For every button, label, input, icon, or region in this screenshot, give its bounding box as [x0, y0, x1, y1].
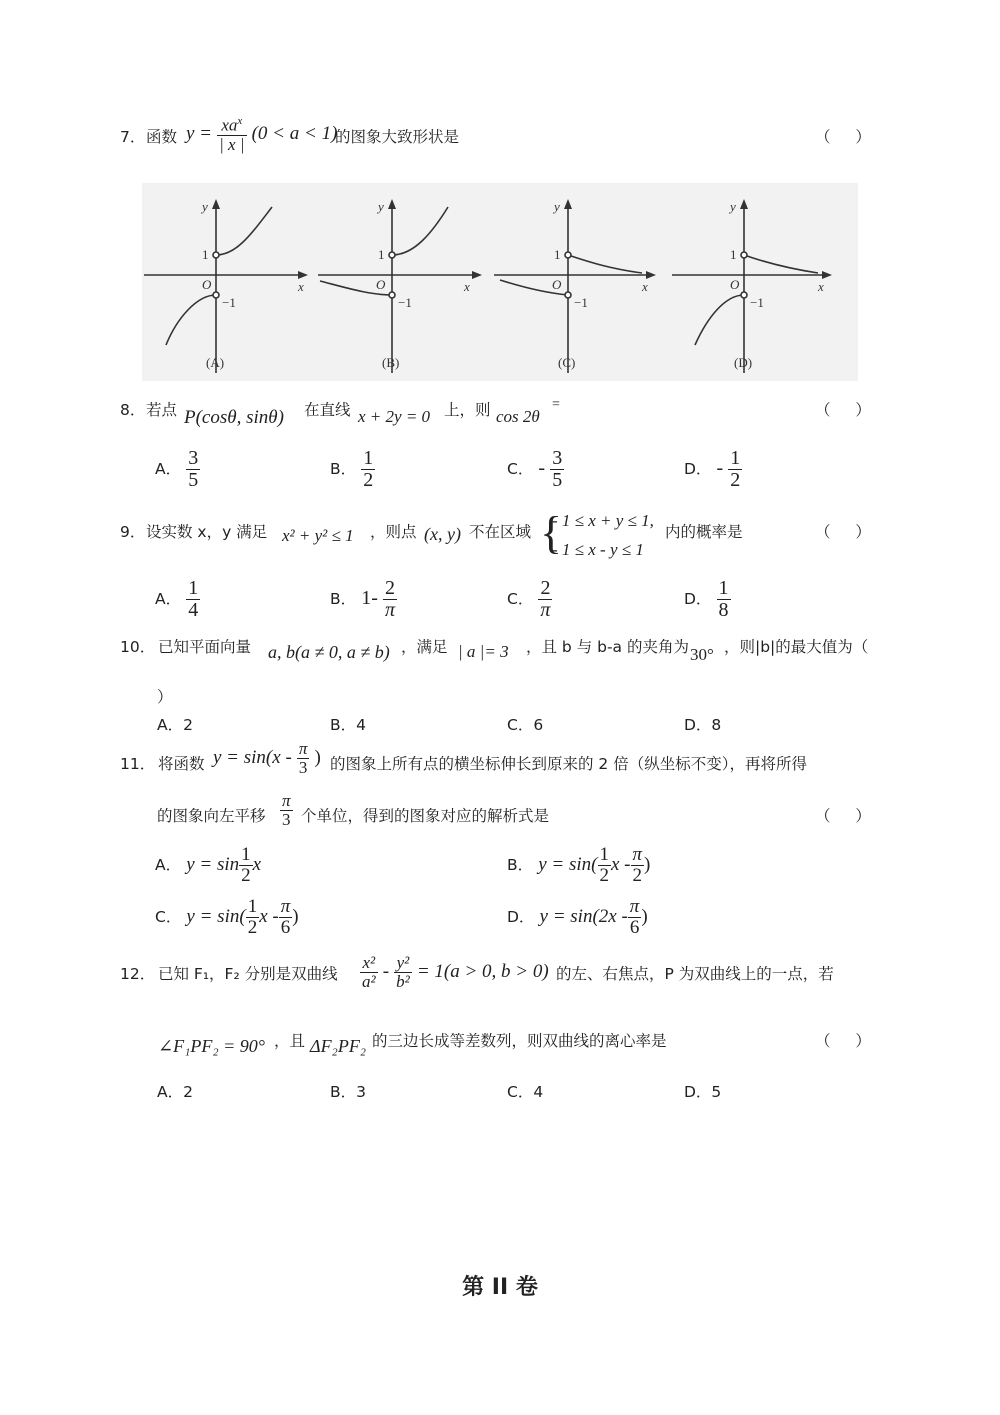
q11-option-c-close: ): [292, 905, 299, 927]
q11-shift-num: π: [282, 791, 291, 810]
q9-option-a-num: 1: [188, 577, 199, 599]
q11-option-c-den: 2: [247, 916, 258, 938]
q12-mid: ，且: [274, 1032, 306, 1050]
q11-line2-post: 个单位，得到的图象对应的解析式是: [301, 807, 550, 825]
q7-frac-den: | x |: [219, 134, 245, 154]
graph-b-origin: O: [376, 277, 386, 292]
q9-option-d-den: 8: [718, 599, 729, 621]
q11-fn-frac: [297, 740, 310, 777]
q11-option-a-num: 1: [241, 844, 251, 865]
q7-suffix: 的图象大致形状是: [335, 128, 460, 146]
q11-option-c[interactable]: [155, 897, 299, 938]
graph-c-y-label: y: [554, 199, 560, 214]
q9-option-b-den: π: [385, 599, 396, 621]
q9-row2: - 1 ≤ x - y ≤ 1: [552, 540, 644, 559]
q9-option-a-den: 4: [188, 599, 199, 621]
q8-option-a-frac: [186, 448, 200, 491]
q10-post: ，则|b|的最大值为（: [724, 638, 869, 656]
q10-mid2: ，且 b 与 b-a 的夹角为: [526, 638, 689, 656]
q12-rhs: = 1(a > 0, b > 0): [416, 960, 549, 982]
q11-fn-den: 3: [298, 757, 308, 777]
q8-option-b-frac: [361, 448, 375, 491]
q9-option-a-frac: [186, 578, 200, 621]
q11-option-c-label: C．: [155, 907, 182, 926]
q8-option-c[interactable]: [507, 448, 564, 491]
q7-fraction: [217, 116, 246, 153]
graph-d-minus-one: −1: [750, 295, 764, 310]
graph-a-caption: (A): [206, 355, 225, 370]
q9-option-b-frac: [383, 578, 397, 621]
graph-a: [144, 205, 302, 373]
q11-option-c-num: 1: [247, 896, 258, 917]
q11-fn-num: π: [298, 739, 308, 758]
q12-fy-num: y²: [394, 954, 412, 973]
q10-number: 10．: [120, 638, 156, 656]
q10-vectors: a, b(a ≠ 0, a ≠ b): [268, 642, 390, 662]
q12-option-c[interactable]: C．4: [507, 1083, 544, 1101]
q10-cond: | a |= 3: [458, 642, 509, 661]
q8-option-a-num: 3: [188, 447, 199, 469]
q11-answer-paren: （ ）: [815, 807, 881, 825]
q9-option-c-den: π: [540, 599, 551, 621]
graph-d-one: 1: [730, 247, 737, 262]
q10-option-d[interactable]: D．8: [684, 716, 722, 734]
graph-a-origin: O: [202, 277, 212, 292]
q7-answer-paren: （ ）: [815, 128, 881, 146]
q9-option-d-num: 1: [718, 577, 729, 599]
q9-option-c[interactable]: [507, 578, 552, 621]
q9-mid2: 不在区域: [469, 523, 532, 541]
graph-b-x-label: x: [464, 279, 470, 294]
q11-fn-lhs: y = sin(x -: [213, 746, 292, 768]
q12-angle: ∠F₁PF₂ = 90°: [158, 1036, 265, 1056]
q11-number: 11．: [120, 755, 156, 773]
q10-angle: 30°: [690, 645, 714, 664]
q7-condition: (0 < a < 1): [251, 123, 338, 145]
q9-mid: ，则点: [370, 523, 417, 541]
q7-graphs-svg: [142, 183, 858, 381]
graph-c: [494, 205, 650, 373]
q11-option-d-lhs: y = sin(2x -: [539, 905, 628, 927]
q8-option-b-label: B．: [330, 460, 357, 478]
q9-prefix: 设实数 x，y 满足: [146, 523, 268, 541]
q9-option-a[interactable]: [155, 578, 200, 621]
q9-option-d[interactable]: [684, 578, 731, 621]
q11-option-a-label: A．: [155, 855, 182, 874]
q9-point: (x, y): [424, 524, 461, 544]
q11-option-d-label: D．: [507, 907, 535, 926]
graph-d: [672, 205, 826, 373]
q9-inequality: x² + y² ≤ 1: [282, 526, 354, 545]
graph-d-x-label: x: [818, 279, 824, 294]
q8-mid: 在直线: [304, 401, 351, 419]
q8-expr: cos 2θ: [496, 407, 540, 426]
q12-triangle: ΔF₂PF₂: [310, 1036, 367, 1056]
q11-function: [213, 740, 321, 777]
graph-b-one: 1: [378, 247, 385, 262]
graph-b-y-label: y: [378, 199, 384, 214]
q11-fn-close: ): [314, 746, 321, 768]
q12-post: 的左、右焦点，P 为双曲线上的一点，若: [556, 965, 834, 983]
q9-option-c-label: C．: [507, 590, 534, 608]
graph-d-origin: O: [730, 277, 740, 292]
q12-fx-frac: [360, 954, 378, 991]
q11-option-a-lhs: y = sin: [186, 853, 240, 875]
graph-a-x-label: x: [298, 279, 304, 294]
q11-option-b-den: 2: [599, 864, 609, 886]
q12-prefix: 已知 F₁，F₂ 分别是双曲线: [158, 965, 338, 983]
graph-c-x-label: x: [642, 279, 648, 294]
q10-mid: ，满足: [401, 638, 448, 656]
q11-option-a-den: 2: [241, 864, 251, 886]
section-title: 第 II 卷: [462, 1275, 538, 1300]
q7-number: 7．: [120, 128, 146, 146]
q8-eq: =: [552, 397, 560, 412]
q11-shift-frac: [280, 792, 293, 829]
graph-c-minus-one: −1: [574, 295, 588, 310]
q10-prefix: 已知平面向量: [158, 638, 252, 656]
graph-b: [318, 205, 476, 373]
q8-option-c-sign: -: [538, 457, 546, 479]
q8-option-d[interactable]: [684, 448, 742, 491]
graph-c-one: 1: [554, 247, 561, 262]
q8-post: 上，则: [444, 401, 491, 419]
q7-frac-sup: x: [237, 115, 243, 127]
graph-a-minus-one: −1: [222, 295, 236, 310]
q9-option-b-num: 2: [383, 578, 397, 600]
q9-option-c-frac: [538, 578, 552, 621]
q11-option-d-close: ): [641, 905, 648, 927]
q10-option-c[interactable]: C．6: [507, 716, 544, 734]
q8-option-c-label: C．: [507, 460, 534, 478]
q8-option-a-den: 5: [188, 469, 199, 491]
q8-option-d-frac: [728, 448, 742, 491]
q9-option-b-prefix: 1-: [361, 587, 378, 609]
q11-option-d[interactable]: [507, 897, 648, 938]
q9-post: 内的概率是: [665, 523, 743, 541]
q10-close: ）: [157, 688, 173, 706]
q11-option-b-num2: π: [632, 844, 643, 865]
graph-c-caption: (C): [558, 355, 576, 370]
graph-a-y-label: y: [202, 199, 208, 214]
q12-number: 12．: [120, 965, 156, 983]
graph-c-origin: O: [552, 277, 562, 292]
q11-option-b-label: B．: [507, 855, 534, 874]
graph-b-minus-one: −1: [398, 295, 412, 310]
q8-number: 8．: [120, 401, 146, 419]
graph-b-caption: (B): [382, 355, 400, 370]
q9-option-d-frac: [717, 578, 731, 621]
q8-option-b-den: 2: [363, 469, 374, 491]
q8-option-b[interactable]: [330, 448, 375, 491]
q11-line2-pre: 的图象向左平移: [157, 807, 266, 825]
q11-prefix: 将函数: [158, 755, 205, 773]
q8-option-a-label: A．: [155, 460, 182, 478]
q8-option-d-label: D．: [684, 460, 712, 478]
q12-fy-frac: [394, 954, 412, 991]
q11-option-a[interactable]: [155, 845, 261, 886]
q11-option-d-den2: 6: [629, 916, 640, 938]
q8-option-c-frac: [550, 448, 564, 491]
q12-fy-den: b²: [396, 971, 410, 991]
q11-shift-den: 3: [282, 809, 291, 829]
q9-answer-paren: （ ）: [815, 523, 881, 541]
q11-option-a-tail: x: [252, 853, 262, 875]
q11-option-a-frac: [239, 845, 253, 886]
q8-option-d-num: 1: [730, 447, 741, 469]
graph-a-one: 1: [202, 247, 209, 262]
q12-fx-num: x²: [360, 954, 378, 973]
q11-option-b[interactable]: [507, 845, 650, 886]
q12-fx-den: a²: [362, 971, 376, 991]
q11-option-b-lhs: y = sin(: [538, 853, 598, 875]
q12-option-a[interactable]: A．2: [157, 1083, 193, 1101]
q12-post2: 的三边长成等差数列，则双曲线的离心率是: [372, 1032, 667, 1050]
q8-prefix: 若点: [146, 401, 178, 419]
q7-formula: [186, 116, 337, 153]
q8-line: x + 2y = 0: [358, 407, 431, 426]
q8-option-d-den: 2: [730, 469, 741, 491]
q11-post: 的图象上所有点的横坐标伸长到原来的 2 倍（纵坐标不变），再将所得: [330, 755, 807, 773]
graph-d-y-label: y: [730, 199, 736, 214]
q11-option-c-num2: π: [280, 896, 291, 917]
q8-point: P(cosθ, sinθ): [184, 407, 284, 428]
q12-option-d[interactable]: D．5: [684, 1083, 722, 1101]
q11-option-b-num: 1: [599, 844, 609, 865]
q8-option-d-sign: -: [716, 457, 724, 479]
q11-option-b-frac2: [631, 845, 645, 886]
q11-option-c-frac2: [279, 897, 293, 938]
q12-hyperbola: [360, 954, 549, 991]
q11-option-b-den2: 2: [632, 864, 643, 886]
q11-option-c-den2: 6: [280, 916, 291, 938]
q11-option-d-frac: [628, 897, 642, 938]
q11-option-b-frac1: [598, 845, 612, 886]
q12-minus: -: [382, 960, 390, 982]
q8-option-c-den: 5: [552, 469, 563, 491]
q10-option-b[interactable]: B．4: [330, 716, 366, 734]
q11-option-b-tail: x -: [611, 853, 631, 875]
q12-answer-paren: （ ）: [815, 1032, 881, 1050]
q7-lhs: y =: [186, 123, 213, 145]
q11-option-c-tail: x -: [259, 905, 279, 927]
q8-answer-paren: （ ）: [815, 401, 881, 419]
q11-option-d-num2: π: [629, 896, 640, 917]
q8-option-b-num: 1: [363, 447, 374, 469]
q9-number: 9．: [120, 523, 146, 541]
graph-d-caption: (D): [734, 355, 753, 370]
q9-brace: {: [540, 507, 563, 558]
q11-option-c-frac1: [246, 897, 260, 938]
q9-option-b[interactable]: [330, 578, 397, 621]
q8-option-a[interactable]: [155, 448, 200, 491]
q7-prefix: 函数: [146, 128, 178, 146]
q9-option-b-label: B．: [330, 590, 357, 608]
q11-option-b-close: ): [644, 853, 651, 875]
q8-option-c-num: 3: [552, 447, 563, 469]
q9-option-d-label: D．: [684, 590, 712, 608]
q9-option-c-num: 2: [538, 578, 552, 600]
q10-option-a[interactable]: A．2: [157, 716, 193, 734]
q7-frac-num: xa: [221, 115, 238, 135]
q11-option-c-lhs: y = sin(: [186, 905, 246, 927]
q12-option-b[interactable]: B．3: [330, 1083, 366, 1101]
q9-option-a-label: A．: [155, 590, 182, 608]
q7-graphs-figure: [142, 183, 858, 381]
q9-row1: - 1 ≤ x + y ≤ 1,: [552, 511, 654, 530]
